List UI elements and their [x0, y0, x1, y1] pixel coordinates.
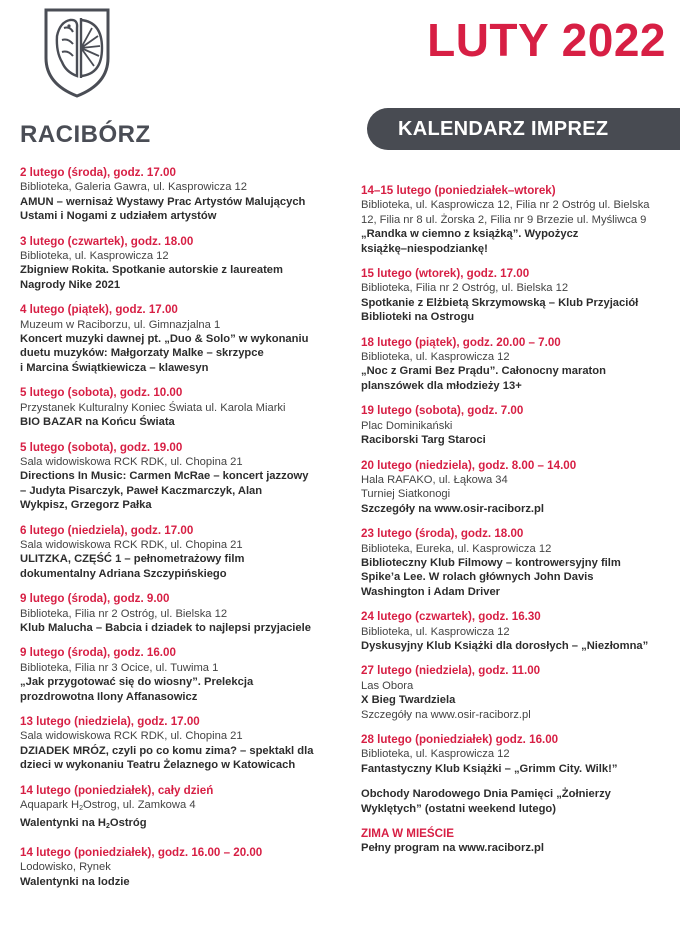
- event-place: Hala RAFAKO, ul. Łąkowa 34: [361, 473, 508, 486]
- event-place: Biblioteka, ul. Kasprowicza 12, Filia nr 2 Ostróg ul. Bielska: [361, 199, 650, 212]
- event-title: Biblioteczny Klub Filmowy – kontrowersyjny film: [361, 556, 621, 569]
- event-title: ULITZKA, CZĘŚĆ 1 – pełnometrażowy film: [20, 553, 245, 566]
- event-date: 4 lutego (piątek), godz. 17.00: [20, 303, 178, 317]
- event-place: Biblioteka, Galeria Gawra, ul. Kasprowicza 12: [20, 181, 247, 194]
- event-item: [20, 715, 350, 773]
- event-place: Las Obora: [361, 679, 414, 692]
- event-place: Biblioteka, ul. Kasprowicza 12: [361, 351, 510, 364]
- event-date: 19 lutego (sobota), godz. 7.00: [361, 404, 524, 418]
- event-title: planszówek dla młodzieży 13+: [361, 379, 522, 392]
- event-place: Sala widowiskowa RCK RDK, ul. Chopina 21: [20, 730, 243, 743]
- event-title: Zbigniew Rokita. Spotkanie autorskie z laureatem: [20, 264, 283, 277]
- event-title: dokumentalny Adriana Szczypińskiego: [20, 567, 227, 580]
- event-item: [20, 784, 350, 835]
- event-item: [20, 524, 350, 582]
- event-date: 14–15 lutego (poniedziałek–wtorek): [361, 184, 556, 197]
- event-title: „Jak przygotować się do wiosny”. Prelekcja: [20, 676, 254, 689]
- event-date: 23 lutego (środa), godz. 18.00: [361, 527, 524, 541]
- event-title: X Bieg Twardziela: [361, 694, 456, 707]
- event-date: 27 lutego (niedziela), godz. 11.00: [361, 664, 541, 678]
- event-title: DZIADEK MRÓZ, czyli po co komu zima? – spektakl dla: [20, 744, 314, 757]
- event-title: dzieci w wykonaniu Teatru Żelaznego w Katowicach: [20, 759, 296, 772]
- event-item: [361, 827, 672, 856]
- event-date: 3 lutego (czwartek), godz. 18.00: [20, 234, 194, 248]
- event-title: Dyskusyjny Klub Książki dla dorosłych – „Niezłomna”: [361, 639, 649, 652]
- event-date: 2 lutego (środa), godz. 17.00: [20, 166, 176, 179]
- event-date: 14 lutego (poniedziałek), cały dzień: [20, 783, 214, 797]
- event-item: [20, 303, 350, 375]
- event-title: Koncert muzyki dawnej pt. „Duo & Solo” w wykonaniu: [20, 333, 309, 346]
- event-title: Directions In Music: Carmen McRae – koncert jazzowy: [20, 470, 309, 483]
- event-place: Muzeum w Raciborzu, ul. Gimnazjalna 1: [20, 318, 221, 331]
- event-item: [20, 235, 350, 293]
- event-item: [361, 610, 672, 653]
- event-item: [20, 441, 350, 513]
- event-title: Nagrody Nike 2021: [20, 278, 121, 291]
- event-title: Spike’a Lee. W rolach głównych John Davis: [361, 571, 594, 584]
- event-note: Szczegóły na www.osir-raciborz.pl: [361, 708, 531, 721]
- event-title: „Noc z Grami Bez Prądu”. Całonocny maraton: [361, 365, 606, 378]
- event-title: Fantastyczny Klub Książki – „Grimm City. Wilk!”: [361, 762, 618, 775]
- event-date: ZIMA W MIEŚCIE: [361, 827, 454, 841]
- event-place: Aquapark $H_2Ostrog$, ul. Zamkowa 4: [20, 799, 196, 813]
- event-place: Biblioteka, ul. Kasprowicza 12: [20, 250, 169, 263]
- event-place: Sala widowiskowa RCK RDK, ul. Chopina 21: [20, 538, 243, 551]
- event-date: 13 lutego (niedziela), godz. 17.00: [20, 715, 200, 728]
- event-date: 14 lutego (poniedziałek), godz. 16.00 – 20.00: [20, 845, 263, 859]
- event-title: Klub Malucha – Babcia i dziadek to najlepsi przyjaciele: [20, 621, 311, 634]
- event-item: [20, 592, 350, 635]
- event-date: 18 lutego (piątek), godz. 20.00 – 7.00: [361, 335, 561, 349]
- event-place: Biblioteka, Eureka, ul. Kasprowicza 12: [361, 542, 552, 555]
- left-column: [20, 166, 350, 900]
- event-item: [361, 733, 672, 776]
- event-title: Wyklętych” (ostatni weekend lutego): [361, 802, 556, 815]
- event-date: 5 lutego (sobota), godz. 19.00: [20, 440, 183, 454]
- event-date: 15 lutego (wtorek), godz. 17.00: [361, 267, 530, 281]
- event-item: [361, 336, 672, 394]
- event-title: Raciborski Targ Staroci: [361, 434, 486, 447]
- banner: [367, 108, 680, 150]
- event-place: Biblioteka, Filia nr 2 Ostróg, ul. Bielska 12: [20, 607, 228, 620]
- event-title: duetu muzyków: Małgorzaty Malke – skrzypce: [20, 347, 264, 360]
- event-date: 9 lutego (środa), godz. 16.00: [20, 646, 176, 660]
- event-title: AMUN – wernisaż Wystawy Prac Artystów Malujących: [20, 195, 306, 208]
- event-title: i Marcina Świątkiewicza – klawesyn: [20, 361, 209, 374]
- right-column: [361, 184, 672, 867]
- event-place: Biblioteka, ul. Kasprowicza 12: [361, 748, 510, 761]
- event-item: [361, 404, 672, 447]
- event-title: Washington i Adam Driver: [361, 585, 501, 598]
- event-title: Ustami i Nogami z udziałem artystów: [20, 210, 217, 223]
- event-item: [361, 787, 672, 816]
- event-date: 20 lutego (niedziela), godz. 8.00 – 14.00: [361, 458, 577, 472]
- event-title: Obchody Narodowego Dnia Pamięci „Żołnierzy: [361, 788, 611, 801]
- event-date: 6 lutego (niedziela), godz. 17.00: [20, 523, 194, 537]
- event-place: Turniej Siatkonogi: [361, 488, 451, 501]
- banner-label: KALENDARZ IMPREZ: [398, 118, 609, 140]
- event-item: [20, 166, 350, 224]
- event-place: Biblioteka, Filia nr 2 Ostróg, ul. Bielska 12: [361, 282, 569, 295]
- event-item: [361, 267, 672, 325]
- event-title: Walentynki na lodzie: [20, 875, 130, 888]
- event-title: Walentynki na $H_2Ostróg$: [20, 817, 147, 831]
- event-title: prozdrowotna Ilony Affanasowicz: [20, 690, 198, 703]
- event-title: – Judyta Pisarczyk, Paweł Kaczmarczyk, Alan: [20, 484, 263, 497]
- event-item: [361, 184, 672, 256]
- event-item: [361, 664, 672, 722]
- event-place: Przystanek Kulturalny Koniec Świata ul. Karola Miarki: [20, 401, 286, 414]
- month-title: LUTY 2022: [427, 14, 666, 66]
- event-item: [20, 386, 350, 429]
- event-title: Spotkanie z Elżbietą Skrzymowską – Klub Przyjaciół: [361, 296, 639, 309]
- event-link: Szczegóły na www.osir-raciborz.pl: [361, 502, 544, 515]
- event-title: „Randka w ciemno z książką”. Wypożycz: [361, 228, 579, 241]
- event-date: 5 lutego (sobota), godz. 10.00: [20, 386, 183, 400]
- city-name: RACIBÓRZ: [20, 121, 151, 148]
- event-date: 9 lutego (środa), godz. 9.00: [20, 592, 170, 606]
- event-title: Biblioteki na Ostrogu: [361, 311, 475, 324]
- event-place: Plac Dominikański: [361, 419, 453, 432]
- event-title: książkę–niespodziankę!: [361, 242, 488, 255]
- event-date: 28 lutego (poniedziałek) godz. 16.00: [361, 733, 559, 746]
- city-coat-of-arms-eagle-icon: [42, 6, 112, 98]
- event-place: Sala widowiskowa RCK RDK, ul. Chopina 21: [20, 455, 243, 468]
- event-title: BIO BAZAR na Końcu Świata: [20, 416, 175, 429]
- event-place: Biblioteka, ul. Kasprowicza 12: [361, 625, 510, 638]
- event-item: [20, 646, 350, 704]
- event-place: Lodowisko, Rynek: [20, 861, 111, 874]
- event-item: [20, 846, 350, 889]
- event-place: Biblioteka, Filia nr 3 Ocice, ul. Tuwima 1: [20, 661, 219, 674]
- event-date: 24 lutego (czwartek), godz. 16.30: [361, 610, 541, 624]
- event-item: [361, 527, 672, 599]
- event-title: Pełny program na www.raciborz.pl: [361, 842, 544, 855]
- event-item: [361, 459, 672, 517]
- event-place: 12, Filia nr 8 ul. Żorska 2, Filia nr 9 Brzezie ul. Myśliwca 9: [361, 213, 647, 226]
- event-title: Wykpisz, Grzegorz Pałka: [20, 499, 152, 512]
